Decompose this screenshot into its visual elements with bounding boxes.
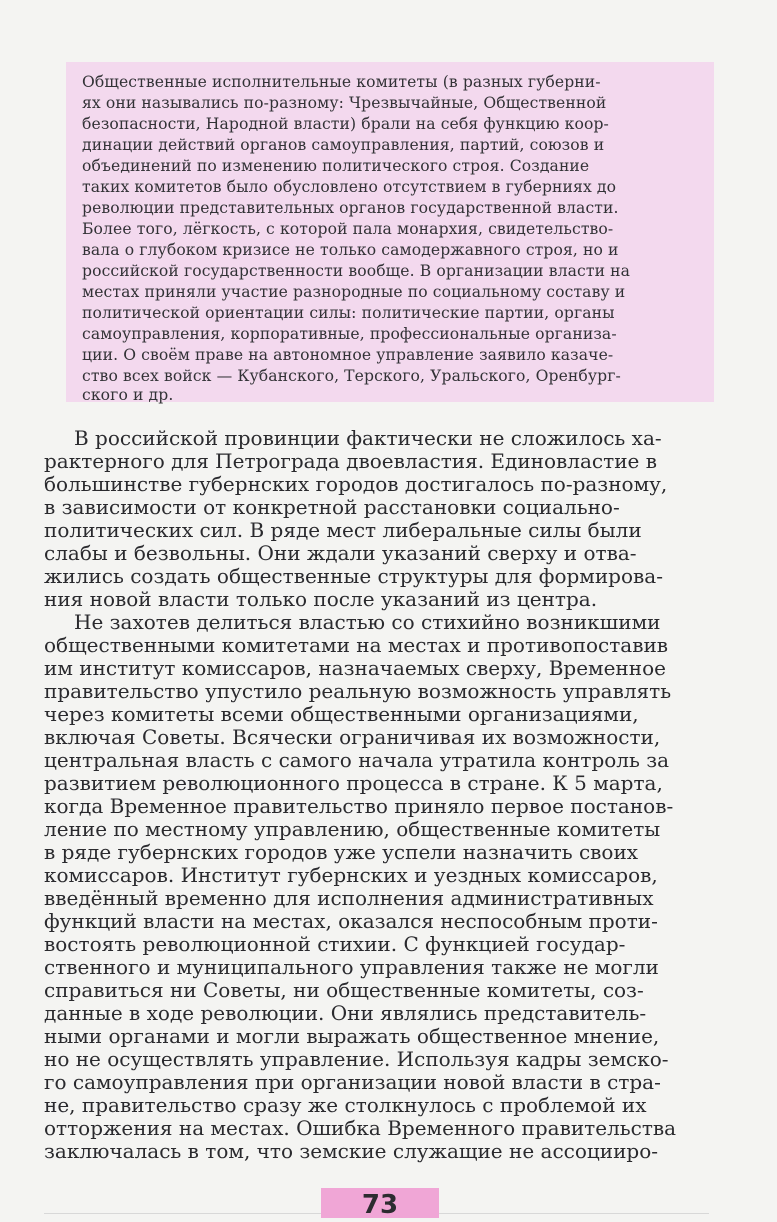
sidebar-line: ство всех войск — Кубанского, Терского, Уральского, Оренбург- xyxy=(82,367,621,385)
body-line: востоять революционной стихии. С функцией государ- xyxy=(44,932,626,956)
body-line: функций власти на местах, оказался неспособным проти- xyxy=(44,909,658,933)
body-line: данные в ходе революции. Они являлись представитель- xyxy=(44,1001,647,1025)
sidebar-line: российской государственности вообще. В организации власти на xyxy=(82,262,631,280)
body-line: через комитеты всеми общественными организациями, xyxy=(44,702,639,726)
sidebar-line: вала о глубоком кризисе не только самодержавного строя, но и xyxy=(82,241,619,259)
sidebar-line: ского и др. xyxy=(82,386,174,404)
sidebar-line: местах приняли участие разнородные по социальному составу и xyxy=(82,283,626,301)
sidebar-line: самоуправления, корпоративные, профессиональные организа- xyxy=(82,325,617,343)
body-line: в зависимости от конкретной расстановки социально- xyxy=(44,495,620,519)
body-line: рактерного для Петрограда двоевластия. Единовластие в xyxy=(44,449,657,473)
body-line: центральная власть с самого начала утратила контроль за xyxy=(44,748,670,772)
sidebar-line: политической ориентации силы: политические партии, органы xyxy=(82,304,615,322)
paragraph-first-line: Не захотев делиться властью со стихийно возникшими xyxy=(74,610,661,634)
body-line: отторжения на местах. Ошибка Временного правительства xyxy=(44,1116,677,1140)
body-line: справиться ни Советы, ни общественные комитеты, соз- xyxy=(44,978,644,1002)
body-line: ния новой власти только после указаний из центра. xyxy=(44,587,598,611)
body-line: но не осуществлять управление. Используя кадры земско- xyxy=(44,1047,669,1071)
sidebar-line: Общественные исполнительные комитеты (в разных губерни- xyxy=(82,73,601,91)
body-line: общественными комитетами на местах и противопоставив xyxy=(44,633,669,657)
body-line: го самоуправления при организации новой власти в стра- xyxy=(44,1070,661,1094)
sidebar-line: ях они назывались по-разному: Чрезвычайные, Общественной xyxy=(82,94,607,112)
paragraph-first-line: В российской провинции фактически не сложилось ха- xyxy=(74,426,662,450)
body-line: когда Временное правительство приняло первое постанов- xyxy=(44,794,674,818)
sidebar-line: революции представительных органов государственной власти. xyxy=(82,199,619,217)
body-line: правительство упустило реальную возможность управлять xyxy=(44,679,672,703)
body-line: заключалась в том, что земские служащие не ассоцииро- xyxy=(44,1139,659,1163)
body-line: политических сил. В ряде мест либеральные силы были xyxy=(44,518,642,542)
body-line: ными органами и могли выражать общественное мнение, xyxy=(44,1024,660,1048)
body-line: им институт комиссаров, назначаемых сверху, Временное xyxy=(44,656,666,680)
body-line: включая Советы. Всячески ограничивая их возможности, xyxy=(44,725,661,749)
body-line: введённый временно для исполнения административных xyxy=(44,886,654,910)
body-line: большинстве губернских городов достигалось по-разному, xyxy=(44,472,668,496)
body-line: ление по местному управлению, общественные комитеты xyxy=(44,817,661,841)
sidebar-line: объединений по изменению политического строя. Создание xyxy=(82,157,590,175)
sidebar-line: безопасности, Народной власти) брали на себя функцию коор- xyxy=(82,115,609,133)
sidebar-line: Более того, лёгкость, с которой пала монархия, свидетельство- xyxy=(82,220,614,238)
body-line: комиссаров. Институт губернских и уездных комиссаров, xyxy=(44,863,658,887)
body-line: в ряде губернских городов уже успели назначить своих xyxy=(44,840,639,864)
body-line: не, правительство сразу же столкнулось с проблемой их xyxy=(44,1093,647,1117)
page-number: 73 xyxy=(361,1190,399,1220)
body-line: жились создать общественные структуры для формирова- xyxy=(44,564,663,588)
sidebar-line: ции. О своём праве на автономное управление заявило казаче- xyxy=(82,346,614,364)
sidebar-line: динации действий органов самоуправления, партий, союзов и xyxy=(82,136,605,154)
body-line: ственного и муниципального управления также не могли xyxy=(44,955,659,979)
body-line: слабы и безвольны. Они ждали указаний сверху и отва- xyxy=(44,541,637,565)
body-line: развитием революционного процесса в стране. К 5 марта, xyxy=(44,771,663,795)
sidebar-line: таких комитетов было обусловлено отсутствием в губерниях до xyxy=(82,178,617,196)
